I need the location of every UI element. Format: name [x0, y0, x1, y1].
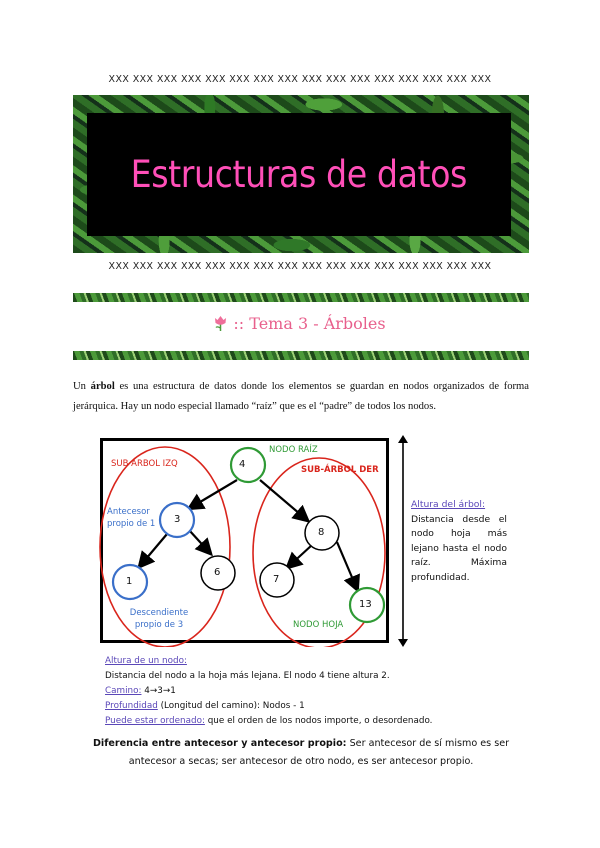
tree-diagram	[97, 432, 397, 647]
label-sub-arbol-der: SUB-ÁRBOL DER	[301, 465, 379, 475]
tree-height-text: Distancia desde el nodo hoja más lejano hasta el nodo raíz. Máxima profundidad.	[411, 513, 507, 583]
node-13-label: 13	[359, 599, 372, 610]
intro-text-rest: es una estructura de datos donde los elementos se guardan en nodos organizados de forma jerárquica. Hay un nodo especial llamado “raíz” que es el “padre” de todos los nodos.	[73, 381, 529, 412]
label-nodo-hoja: NODO HOJA	[293, 620, 344, 630]
node-1-label: 1	[126, 576, 133, 587]
definitions-block	[105, 654, 432, 729]
edge-3-1	[140, 534, 167, 566]
title-banner	[73, 95, 529, 253]
section-title: :: Tema 3 - Árboles	[233, 314, 386, 333]
descendiente-line-1: Descendiente	[129, 608, 189, 618]
edge-4-8	[260, 480, 307, 520]
intro-paragraph	[73, 377, 529, 416]
page-title: Estructuras de datos	[130, 153, 468, 196]
node-8-label: 8	[318, 527, 325, 538]
x-pattern-top: XXX XXX XXX XXX XXX XXX XXX XXX XXX XXX XXX XXX XXX XXX XXX XXX	[108, 74, 492, 85]
def-camino	[105, 684, 432, 699]
antecesor-line-1: Antecesor	[107, 507, 150, 517]
tree-height-note	[411, 498, 507, 585]
leaf-strip-bottom	[73, 351, 529, 360]
tulip-icon	[214, 315, 227, 335]
difference-heading: Diferencia entre antecesor y antecesor propio:	[92, 738, 347, 749]
label-nodo-raiz: NODO RAÍZ	[269, 445, 318, 455]
def-altura-nodo-label: Altura de un nodo:	[105, 656, 187, 666]
def-camino-label: Camino:	[105, 686, 142, 696]
descendiente-line-2: propio de 3	[134, 620, 184, 630]
intro-text-start: Un	[73, 381, 91, 392]
section-heading	[0, 314, 600, 335]
edge-4-3	[190, 480, 237, 508]
leaf-strip-top	[73, 293, 529, 302]
label-descendiente	[121, 607, 197, 631]
edge-3-6	[189, 530, 210, 553]
label-antecesor	[107, 506, 155, 530]
node-4	[231, 448, 265, 482]
node-7-label: 7	[273, 574, 280, 585]
edge-8-13	[337, 542, 357, 589]
tree-height-heading: Altura del árbol:	[411, 499, 486, 510]
difference-text: Ser antecesor de sí mismo es ser antecesor a secas; ser antecesor de otro nodo, es ser antecesor propio.	[128, 738, 510, 767]
def-profundidad	[105, 699, 432, 714]
node-3-label: 3	[174, 514, 181, 525]
def-ordenado-label: Puede estar ordenado:	[105, 716, 205, 726]
label-sub-arbol-izq: SUB ÁRBOL IZQ	[111, 459, 178, 469]
def-ordenado-text: que el orden de los nodos importe, o desordenado.	[204, 716, 433, 726]
def-camino-text: 4→3→1	[141, 686, 176, 696]
node-6-label: 6	[214, 567, 221, 578]
height-arrow-icon	[397, 434, 409, 648]
edge-8-7	[288, 545, 312, 567]
antecesor-difference	[73, 735, 529, 771]
def-profundidad-label: Profundidad	[105, 701, 158, 711]
antecesor-line-2: propio de 1	[107, 519, 156, 529]
def-profundidad-text: (Longitud del camino): Nodos - 1	[157, 701, 305, 711]
def-altura-nodo-text: Distancia del nodo a la hoja más lejana. El nodo 4 tiene altura 2.	[105, 671, 390, 681]
def-altura-nodo	[105, 654, 432, 669]
x-pattern-bottom: XXX XXX XXX XXX XXX XXX XXX XXX XXX XXX XXX XXX XXX XXX XXX XXX	[108, 261, 492, 272]
intro-term: árbol	[90, 381, 115, 392]
node-4-label: 4	[239, 459, 246, 470]
title-panel	[87, 113, 511, 236]
def-ordenado	[105, 714, 432, 729]
